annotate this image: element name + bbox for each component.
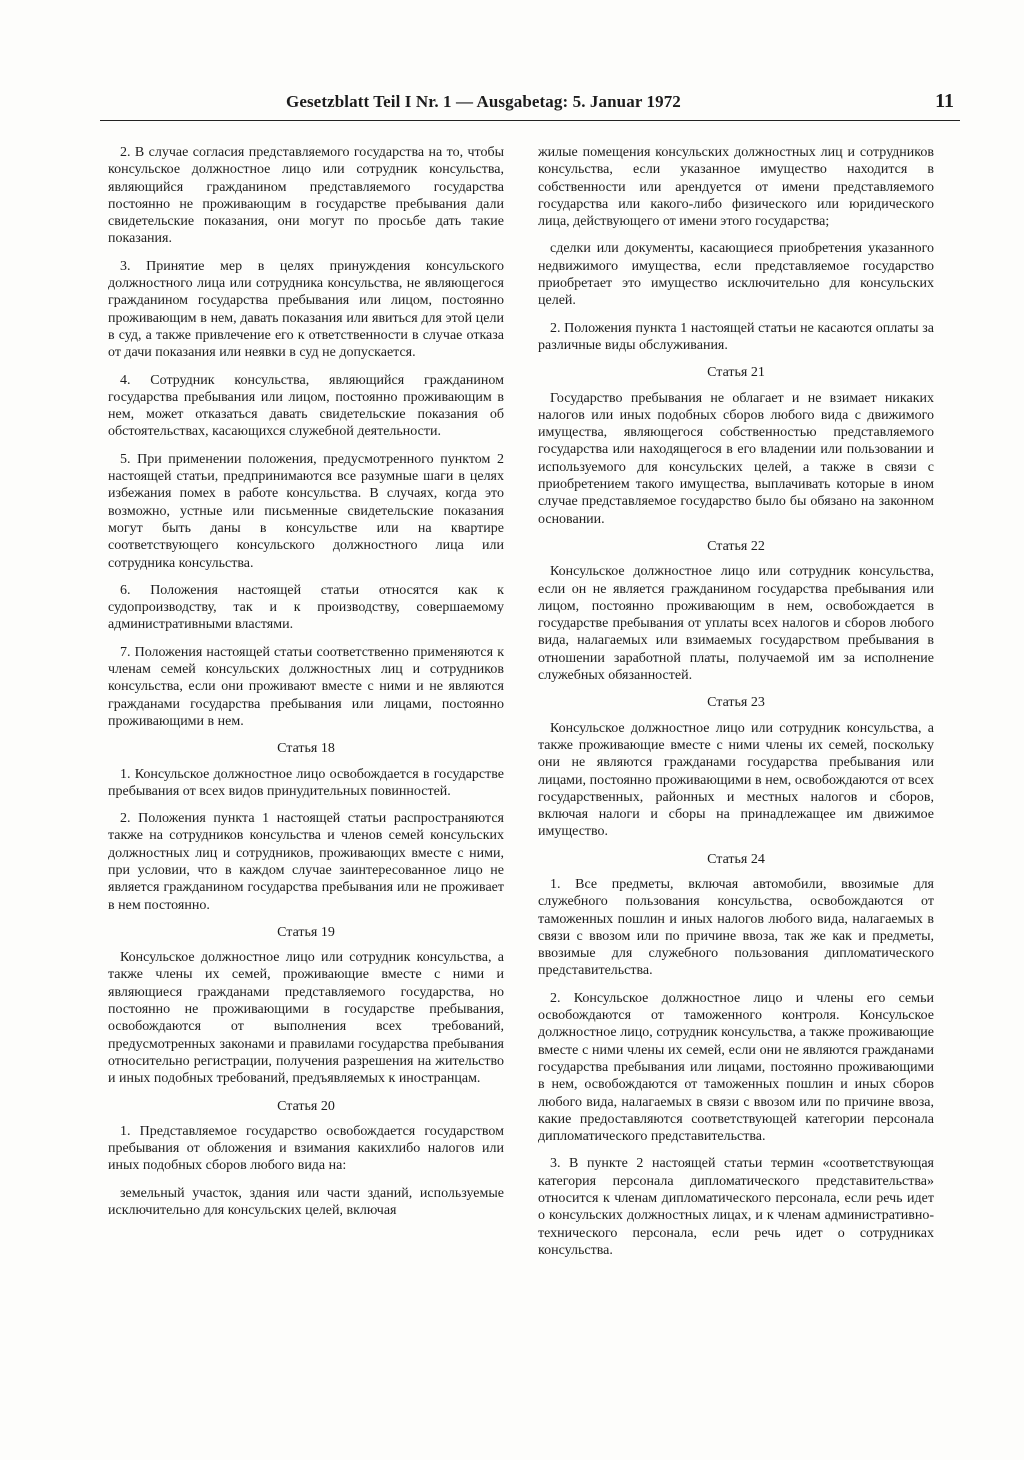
paragraph: жилые помещения консульских должностных лиц и сотрудников консульства, если указанное имущество находится в собственности или арендуется от имени представляемого государства или какого-либо физического или юридического лица, действующего от имени этого государства; — [538, 145, 934, 230]
paragraph: 5. При применении положения, предусмотренного пунктом 2 настоящей статьи, предпринимаются все разумные шаги в целях избежания помех в работе консульства. В случаях, когда это возможно, устные или письменные свидетельские показания могут быть даны в консульстве или на квартире соответствующего консульского должностного лица или сотрудника консульства. — [108, 451, 504, 571]
paragraph: сделки или документы, касающиеся приобретения указанного недвижимого имущества, если представляемое государство приобретает это имущество исключительно для консульских целей. — [538, 241, 934, 309]
paragraph: Государство пребывания не облагает и не взимает никаких налогов или иных подобных сборов любого вида с движимого имущества, являющегося собственностью представляемого государства или находящегося в его владении или пользовании и используемого для консульских целей, а также в связи с приобретением такого имущества, выплачивать которые в ином случае представляемое государство было бы обязано на законном основании. — [538, 390, 934, 527]
article-heading-20: Статья 20 — [277, 1098, 335, 1114]
paragraph: Консульское должностное лицо или сотрудник консульства, а также члены их семей, проживающие вместе с ними и являющиеся гражданами представляемого государства, но постоянно не проживающими в государстве пребывания, освобождаются от выполнения всех требований, предусмотренных законами и правилами государства пребывания относительно регистрации, получения разрешения на жительство и иных подобных требований, предъявляемых к иностранцам. — [108, 950, 504, 1087]
paragraph: 7. Положения настоящей статьи соответственно применяются к членам семей консульских должностных лиц и сотрудников консульства, если они проживают вместе с ними и не являются гражданами государства пребывания или лицами, постоянно проживающими в нем. — [108, 644, 504, 729]
right-column — [538, 144, 934, 1269]
paragraph: 1. Консульское должностное лицо освобождается в государстве пребывания от всех видов принудительных повинностей. — [108, 766, 504, 799]
paragraph: 6. Положения настоящей статьи относятся как к судопроизводству, так и к производству, совершаемому административными властями. — [108, 582, 504, 633]
article-heading-24: Статья 24 — [707, 851, 765, 867]
paragraph: 2. Положения пункта 1 настоящей статьи распространяются также на сотрудников консульства и членов семей консульских должностных лиц и сотрудников, проживающих вместе с ними, при условии, что в каждом случае заинтересованное лицо не является гражданином государства пребывания или не проживает в нем постоянно. — [108, 811, 504, 913]
paragraph: 3. В пункте 2 настоящей статьи термин «соответствующая категория персонала дипломатического представительства» относится к членам дипломатического персонала, если речь идет о консульских должностных лицах, и к членам административно-технического персонала, если речь идет о сотрудниках консульства. — [538, 1156, 934, 1258]
paragraph: 2. Консульское должностное лицо и члены его семьи освобождаются от таможенного контроля. Консульское должностное лицо, сотрудник консульства, а также проживающие вместе с ними члены их семей, если они не являются гражданами государства пребывания или лицами, постоянно проживающими в нем, освобождаются от таможенных пошлин и иных сборов любого вида, налагаемых в связи с ввозом или по причине ввоза, какие предоставляются соответствующей категории персонала дипломатического представительства. — [538, 990, 934, 1145]
paragraph: 2. Положения пункта 1 настоящей статьи не касаются оплаты за различные виды обслуживания. — [538, 320, 934, 353]
paragraph: 1. Все предметы, включая автомобили, ввозимые для служебного пользования консульства, освобождаются от таможенных пошлин и иных налогов любого вида, налагаемых в связи с ввозом или по причине ввоза, так же как и предметы, ввозимые для служебного пользования дипломатического представительства. — [538, 876, 934, 979]
article-heading-19: Статья 19 — [277, 924, 335, 940]
article-heading-22: Статья 22 — [707, 538, 765, 554]
page-number: 11 — [935, 90, 954, 112]
paragraph: Консульское должностное лицо или сотрудник консульства, если он не является гражданином государства пребывания или лицом, постоянно проживающим в нем, освобождается в государстве пребывания от уплаты всех налогов и сборов любого вида, налагаемых или взимаемых государством пребывания в отношении заработной платы, получаемой им за исполнение служебных обязанностей. — [538, 564, 934, 684]
paragraph: Консульское должностное лицо или сотрудник консульства, а также проживающие вместе с ними члены их семей, поскольку они не являются гражданами государства пребывания или лицами, постоянно проживающими в нем, освобождаются от всех государственных, районных и местных налогов и сборов, включая налоги и сборы на принадлежащее им движимое имущество. — [538, 720, 934, 840]
article-heading-18: Статья 18 — [277, 741, 335, 757]
paragraph: 3. Принятие мер в целях принуждения консульского должностного лица или сотрудника консульства, не являющегося гражданином государства пребывания или лицом, постоянно проживающим в нем, давать показания или явиться для этой цели в суд, а также привлечение его к ответственности в случае отказа от дачи показания или неявки в суд не допускается. — [108, 258, 504, 361]
article-heading-23: Статья 23 — [707, 695, 765, 711]
paragraph: 4. Сотрудник консульства, являющийся гражданином государства пребывания или лицом, постоянно проживающим в нем, может отказаться давать свидетельские показания об обстоятельствах, касающихся служебной деятельности. — [108, 372, 504, 440]
paragraph: 1. Представляемое государство освобождается государством пребывания от обложения и взимания какихлибо налогов или иных подобных сборов любого вида на: — [108, 1123, 504, 1174]
gazette-title: Gesetzblatt Teil I Nr. 1 — Ausgabetag: 5. Januar 1972 — [286, 92, 681, 111]
left-column — [108, 144, 504, 1229]
paragraph: земельный участок, здания или части зданий, используемые исключительно для консульских целей, включая — [108, 1185, 504, 1219]
page-header — [100, 86, 960, 121]
paragraph: 2. В случае согласия представляемого государства на то, чтобы консульское должностное лицо или сотрудник консульства, являющийся гражданином представляемого государства постоянно не проживающим в государстве пребывания дали свидетельские показания, они могут по просьбе дать такие показания. — [108, 145, 504, 247]
article-heading-21: Статья 21 — [707, 365, 765, 381]
